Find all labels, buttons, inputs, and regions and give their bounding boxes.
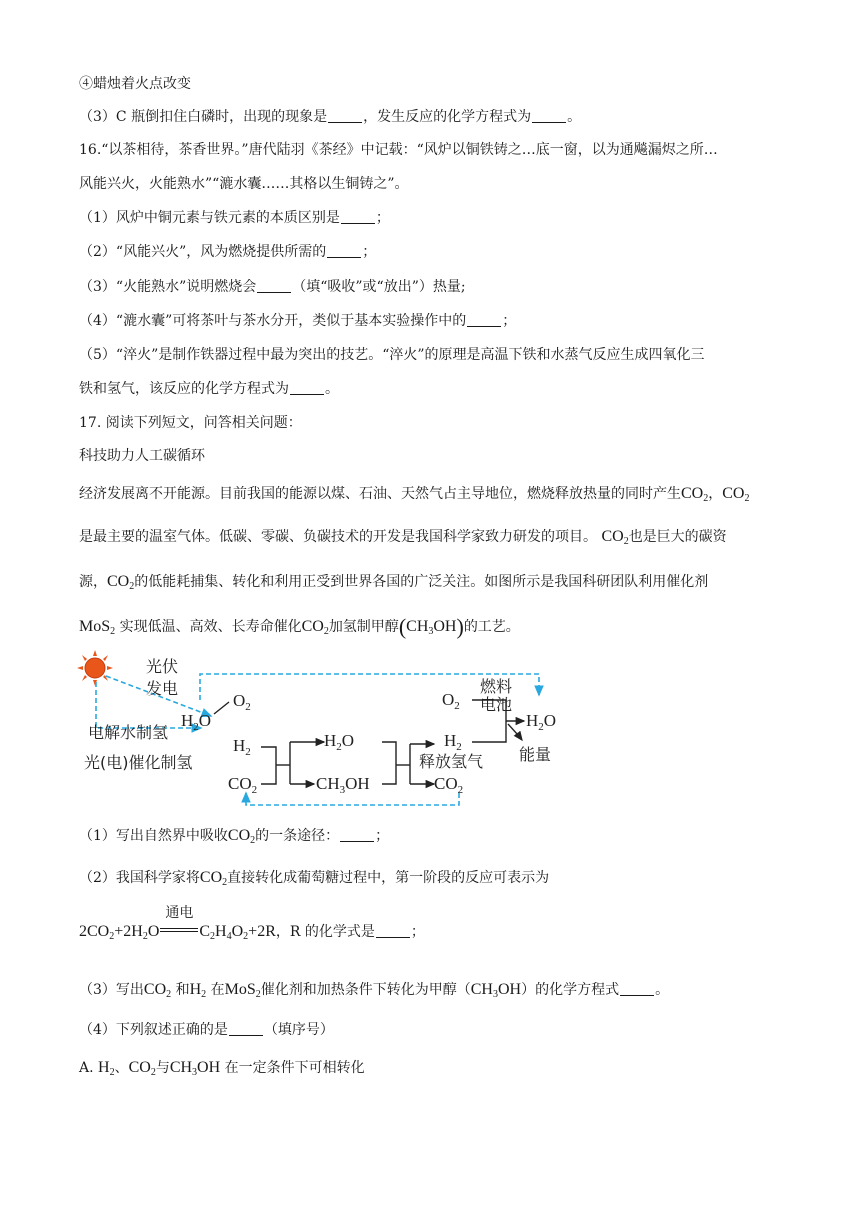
q16-sub5-text: 铁和氢气，该反应的化学方程式为: [79, 381, 289, 397]
label-ranliao: 燃料: [480, 677, 513, 696]
equation-rhs: $C_2H_4O_2+2R$: [199, 923, 276, 942]
q16-sub3: [79, 277, 466, 297]
option-letter: A.: [79, 1060, 94, 1076]
punct: 。: [655, 982, 670, 998]
q17-para-line3: [79, 572, 708, 592]
para-text: 也是巨大的碳资: [628, 529, 727, 545]
svg-text:O2: $O_2$: [442, 690, 460, 712]
para-text: 实现低温、高效、长寿命催化: [119, 619, 302, 635]
formula-ch3oh: $CH_3OH$: [470, 981, 522, 1000]
label-fadian: 发电: [146, 679, 179, 698]
equation-condition: [159, 905, 199, 942]
q17-sub4: [79, 1020, 334, 1040]
q16-sub1-text: （1）风炉中铜元素与铁元素的本质区别是: [79, 210, 340, 226]
q17-sub3-text: ）的化学方程式: [521, 982, 620, 998]
q17-para-line2: [79, 527, 727, 547]
q17-option-a: [79, 1058, 365, 1078]
punct: ；: [502, 313, 517, 329]
para-text: 的低能耗捕集、转化和利用正受到世界各国的广泛关注。如图所示是我国科研团队利用催化剂: [134, 574, 709, 590]
punct: ；: [362, 244, 377, 260]
formula-co2: $CO_2$: [199, 869, 228, 888]
formula-co2: $CO_2$: [128, 1059, 156, 1078]
label-dianjie: 电解水制氢: [88, 723, 169, 742]
q17-sub3-text: 和: [175, 982, 190, 998]
para-text: 经济发展离不开能源。目前我国的能源以煤、石油、天然气占主导地位，燃烧释放热量的同时产生: [79, 486, 681, 502]
formula-co2: $CO_2$: [143, 981, 172, 1000]
formula-co2: $CO_2$: [681, 485, 709, 504]
answer-blank[interactable]: [376, 923, 410, 938]
answer-blank[interactable]: [532, 108, 566, 123]
answer-blank[interactable]: [257, 278, 291, 293]
q17-sub2-text-b: 直接转化成葡萄糖过程中，第一阶段的反应可表示为: [227, 870, 550, 886]
answer-blank[interactable]: [340, 827, 374, 842]
q17-sub1-text-a: （1）写出自然界中吸收: [79, 828, 228, 844]
q17-intro: 17. 阅读下列短文，问答相关问题：: [79, 415, 302, 431]
q16-stem-line1: 16.“以茶相待，茶香世界。”唐代陆羽《茶经》中记载：“风炉以铜铁铸之…底一窗，以为通飚漏烬之所…: [79, 142, 718, 158]
q16-sub4: [79, 311, 516, 331]
q16-sub5-line2: [79, 379, 339, 399]
formula-co2: $CO_2$: [601, 528, 629, 547]
sun-icon: [77, 650, 113, 686]
answer-blank[interactable]: [341, 209, 375, 224]
punct: ；: [375, 828, 390, 844]
q17-sub3-text: 在: [210, 982, 225, 998]
answer-blank[interactable]: [328, 108, 362, 123]
para-text: 是最主要的温室气体。低碳、零碳、负碳技术的开发是我国科学家致力研发的项目。: [79, 529, 597, 545]
q17-sub1-text-b: 的一条途径：: [255, 828, 340, 844]
q15-sub3-text-b: ，发生反应的化学方程式为: [363, 109, 532, 125]
answer-blank[interactable]: [229, 1021, 263, 1036]
q15-sub3-text-a: （3）C 瓶倒扣住白磷时，出现的现象是: [79, 109, 328, 125]
q17-article-title: 科技助力人工碳循环: [79, 448, 205, 464]
q15-sub3-text-c: 。: [567, 109, 582, 125]
q17-sub3-text: （3）写出: [79, 982, 144, 998]
punct: ；: [410, 924, 425, 940]
equation-lhs: $2CO_2+2H_2O$: [79, 923, 160, 942]
q17-para-line1: 经济发展离不开能源。目前我国的能源以煤、石油、天然气占主导地位，燃烧释放热量的同时产生$CO_2$，$CO_2$: [79, 485, 750, 504]
q17-sub4-text-b: （填序号）: [263, 1022, 334, 1038]
q17-sub3-text: 催化剂和加热条件下转化为甲醇（: [260, 982, 471, 998]
q16-sub4-text: （4）“漉水囊”可将茶叶与茶水分开，类似于基本实验操作中的: [79, 313, 467, 329]
q17-sub2-text-a: （2）我国科学家将: [79, 870, 200, 886]
q16-stem-line2: 风能兴火，火能熟水”“漉水囊……其格以生铜铸之”。: [79, 176, 409, 192]
formula-ch3oh: $CH_3OH$: [169, 1059, 221, 1078]
q17-sub2-text-c: ，R 的化学式是: [275, 924, 375, 940]
q17-sub2: [79, 868, 549, 888]
para-text: 加氢制甲醇: [328, 619, 399, 635]
q15-sub3: [79, 107, 581, 127]
punct: 。: [325, 381, 339, 397]
punct: ；: [375, 210, 390, 226]
q16-sub5-line1: （5）“淬火”是制作铁器过程中最为突出的技艺。“淬火”的原理是高温下铁和水蒸气反应生成四氧化三: [79, 347, 705, 363]
label-guangfu: 光伏: [146, 657, 179, 676]
label-nengliang: 能量: [519, 745, 552, 764]
formula-co2: $CO_2$: [107, 573, 135, 592]
q16-sub2-text: （2）“风能兴火”，风为燃烧提供所需的: [79, 244, 327, 260]
q17-sub2-equation: [79, 905, 425, 942]
para-text: 的工艺。: [463, 619, 520, 635]
option-text: 、: [114, 1060, 129, 1076]
label-guangdian: 光(电)催化制氢: [84, 753, 193, 772]
answer-blank[interactable]: [467, 312, 501, 327]
q16-sub3-text-a: （3）“火能熟水”说明燃烧会: [79, 279, 257, 295]
option-text: 在一定条件下可相转化: [224, 1060, 365, 1076]
q17-para-line4: [79, 614, 520, 639]
svg-text:O2: $O_2$: [233, 691, 251, 713]
q17-sub1: [79, 826, 389, 846]
answer-blank[interactable]: [327, 243, 361, 258]
q17-sub4-text: （4）下列叙述正确的是: [79, 1022, 228, 1038]
q17-sub3: [79, 980, 669, 1000]
formula-ch3oh: $(CH_3OH)$: [398, 614, 464, 639]
formula-h2: $H_2$: [189, 981, 207, 1000]
label-shifang: 释放氢气: [419, 752, 484, 771]
answer-blank[interactable]: [620, 981, 654, 996]
formula-co2: $CO_2$: [227, 827, 256, 846]
answer-blank[interactable]: [290, 380, 324, 395]
formula-mos2: MoS$_2$: [224, 981, 261, 1000]
formula-h2: $H_2$: [98, 1059, 115, 1078]
label-dianchi: 电池: [480, 695, 513, 714]
svg-text:H2O: $H_2O$: [181, 711, 212, 733]
q16-sub3-text-b: （填“吸收”或“放出”）热量;: [292, 279, 466, 295]
svg-text:H2: $H_2$: [233, 736, 251, 758]
svg-text:CH3OH: $CH_3OH$: [316, 774, 370, 796]
svg-text:CO2: $CO_2$: [228, 774, 258, 796]
option-text: 与: [155, 1060, 170, 1076]
formula-co2: $CO_2$: [301, 618, 329, 637]
condition-label: 通电: [165, 905, 194, 921]
q15-option-4: ④蜡烛着火点改变: [79, 76, 191, 92]
q16-sub2: [79, 242, 376, 262]
svg-text:H2O: $H_2O$: [324, 731, 355, 753]
svg-text:H2O: $H_2O$: [526, 711, 557, 733]
q16-sub1: [79, 208, 390, 228]
carbon-cycle-diagram: [76, 648, 576, 816]
formula-mos2: MoS$_2$: [79, 618, 116, 637]
svg-text:CO2: $CO_2$: [434, 774, 464, 796]
formula-co2: $CO_2$: [722, 485, 750, 504]
para-text: 源，: [79, 574, 107, 590]
svg-text:H2: $H_2$: [444, 731, 462, 753]
